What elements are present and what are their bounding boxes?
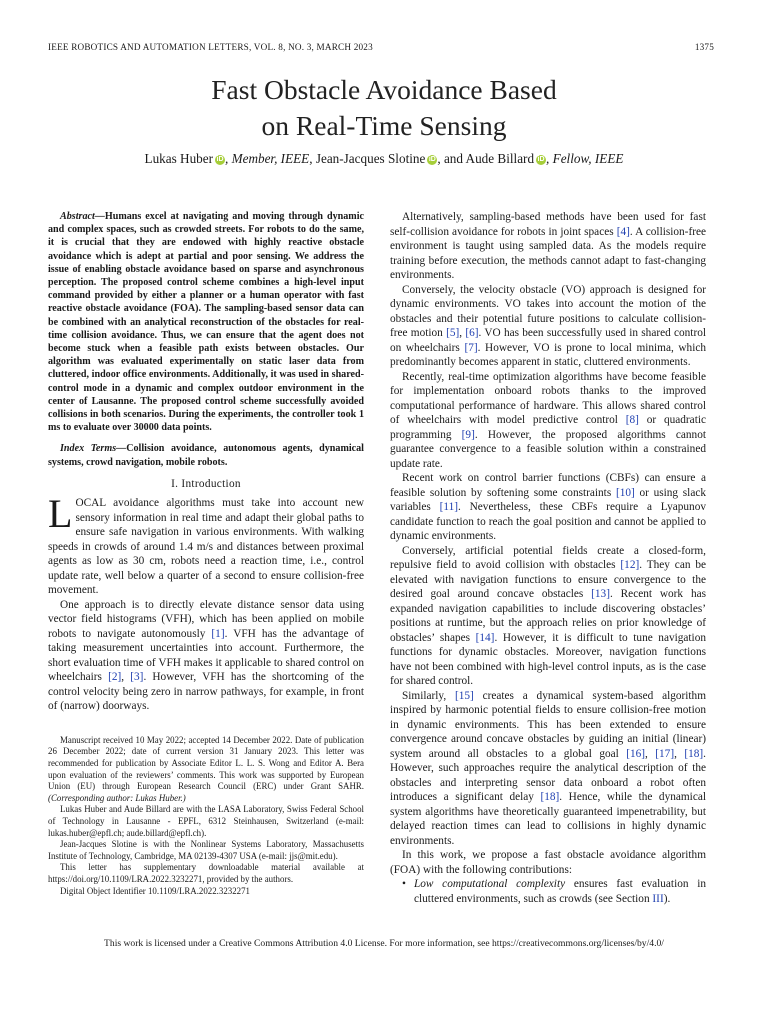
bullet-icon: • — [402, 878, 406, 890]
citation-link[interactable]: [3] — [130, 671, 144, 684]
page-number: 1375 — [694, 42, 714, 52]
author-name: Jean-Jacques Slotine — [315, 151, 426, 166]
author-separator: , — [309, 151, 316, 166]
body-paragraph — [390, 370, 706, 472]
citation-link[interactable]: [8] — [625, 414, 639, 426]
citation-link[interactable]: [14] — [475, 631, 495, 644]
section-heading-introduction: I. Introduction — [171, 477, 241, 490]
paragraph-text: ensures fast evaluation in cluttered environments, such as crowds (see Section — [414, 878, 707, 905]
contribution-bullet — [402, 877, 706, 906]
citation-link[interactable]: [13] — [591, 588, 610, 600]
paragraph-text: . However, it is difficult to tune navigation functions for dynamic obstacles. Moreover, navigation functions have not been combined with high-level control inputs, as is the case for shared control. — [390, 631, 706, 687]
paragraph-text: . However, VO is prone to local minima, which predominantly becomes apparent in static, cluttered environments. — [390, 341, 706, 368]
license-footer: This work is licensed under a Creative Commons Attribution 4.0 License. For more information, see https://creativecommons.org/licenses/by/4.0/ — [104, 938, 664, 949]
citation-link[interactable]: [7] — [464, 341, 478, 354]
citation-link[interactable]: [15] — [454, 689, 474, 702]
body-paragraph — [390, 544, 706, 689]
citation-link[interactable]: [17] — [655, 747, 675, 760]
paragraph-text: creates a dynamical system-based algorithm inspired by harmonic potential fields to ensure collision-free motion in dynamic environments. This has been extended to ensure convergence around concave obstacles by guiding an initial (linear) system around all obstacles to a global goal — [390, 689, 706, 760]
citation-link[interactable]: [6] — [465, 327, 479, 339]
paragraph-text: OCAL avoidance algorithms must take into account new sensory information in real time and adapt their global paths to ensure safe navigation in various environments. With walking speeds in crowds of around 1.4 m/s and distances between proximal agents as low as 30 cm, robots need a reaction time, i.e., control update rate, well below a quarter of a second to ensure collision-free movement. — [48, 497, 364, 597]
index-terms — [48, 442, 364, 468]
bullet-emphasis: Low computational complexity — [414, 878, 566, 890]
paragraph-text: , — [459, 327, 466, 339]
footnote-manuscript — [48, 735, 364, 805]
citation-link[interactable]: [9] — [461, 428, 475, 441]
running-header: IEEE ROBOTICS AND AUTOMATION LETTERS, VOL. 8, NO. 3, MARCH 2023 — [48, 42, 373, 52]
right-column — [390, 210, 706, 906]
paragraph-text: Conversely, the velocity obstacle (VO) approach is designed for dynamic environments. VO takes into account the motion of the obstacles and their potential future positions to calculate collision-free motion — [390, 283, 706, 339]
citation-link[interactable]: [10] — [615, 486, 635, 499]
abstract-text: Humans excel at navigating and moving through dynamic and complex spaces, such as crowded streets. For robots to do the same, it is crucial that they are endowed with highly reactive obstacle avoidance which is adept at partial and poor sensing. We address the issue of enabling obstacle avoidance based on sparse and asynchronous perception. The proposed control scheme combines a high-level input command provided by either a planner or a human operator with fast reactive obstacle avoidance (FOA). The sampling-based sensor data can be combined with an analytical reconstruction of the obstacles for real-time collision avoidance. Thus, we can ensure that the agent does not become stuck when a feasible path exists between obstacles. Our algorithm was evaluated experimentally on static laser data from cluttered, indoor office environments. Additionally, it was used in shared-control mode in a dynamic and complex outdoor environment in the center of Lausanne. The proposed control scheme successfully avoided collisions in both scenarios. During the experiments, the controller took 1 ms to evaluate over 30000 data points. — [48, 211, 364, 434]
paper-title-line-1: Fast Obstacle Avoidance Based — [211, 74, 557, 105]
orcid-icon[interactable]: iD — [216, 156, 224, 163]
paper-title-line-2: on Real-Time Sensing — [261, 110, 507, 141]
paragraph-text: . However, the proposed algorithms cannot guarantee convergence to a feasible solution within a constrained update rate. — [390, 428, 706, 470]
paragraph-text: . However, such approaches require the analytical description of the obstacles and interpreting sensor data onboard a robot often introduces a significant delay — [390, 747, 706, 803]
paragraph-text: Recent work on control barrier functions (CBFs) can ensure a feasible solution by softening some constraints — [390, 472, 706, 499]
footnote-affiliation-1: Lukas Huber and Aude Billard are with the LASA Laboratory, Swiss Federal School of Technology in Lausanne - EPFL, 6312 Steinhausen, Switzerland (e-mail: lukas.huber@epfl.ch; aude.billard@epfl.ch). — [48, 804, 364, 838]
author-membership: , Fellow, IEEE — [546, 151, 624, 166]
paragraph-text: . VO has been successfully used in shared control on wheelchairs — [390, 327, 706, 354]
paragraph-text: ). — [663, 892, 671, 905]
orcid-icon[interactable]: iD — [428, 156, 436, 163]
index-terms-text: Collision avoidance, autonomous agents, dynamical systems, crowd navigation, mobile robots. — [48, 443, 364, 468]
paragraph-text: . VFH has the advantage of taking measurement uncertainties into account. Furthermore, the short evaluation time of VFH makes it applicable to shared control on wheelchairs — [48, 627, 364, 684]
left-column — [48, 210, 364, 897]
paragraph-text: . Nevertheless, these CBFs require a Lyapunov candidate function to reach the goal position and cannot be applied to dynamic environments. — [390, 501, 706, 542]
footnote-affiliation-2: Jean-Jacques Slotine is with the Nonlinear Systems Laboratory, Massachusetts Institute of Technology, Cambridge, MA 02139-4307 USA (e-mail: jjs@mit.edu). — [48, 839, 364, 861]
citation-link[interactable]: [16] — [626, 747, 646, 760]
citation-link[interactable]: [18] — [540, 791, 560, 803]
paragraph-text: , — [674, 747, 685, 760]
paragraph-text: . Hence, while the dynamical system algorithms have theoretically guaranteed impenetrability, but delayed reaction times can lead to collisions in highly dynamic environments. — [390, 791, 706, 847]
paragraph-text: , — [645, 747, 656, 760]
citation-link[interactable]: [12] — [620, 559, 640, 571]
author-membership: , Member, IEEE — [225, 151, 310, 166]
paragraph-text: . However, VFH has the shortcoming of the control velocity being zero in narrow pathways, for example, in front of (narrow) doorways. — [48, 671, 364, 713]
citation-link[interactable]: [1] — [211, 627, 225, 640]
citation-link[interactable]: [5] — [446, 327, 460, 339]
body-paragraph — [390, 689, 706, 849]
corresponding-author: (Corresponding author: Lukas Huber.) — [48, 792, 186, 803]
body-paragraph — [390, 283, 706, 370]
body-paragraph: In this work, we propose a fast obstacle avoidance algorithm (FOA) with the following contributions: — [390, 849, 706, 876]
author-separator: , and — [437, 151, 466, 166]
section-link[interactable]: III — [652, 892, 664, 905]
abstract-label: Abstract— — [60, 211, 105, 222]
footnote-divider — [48, 730, 364, 731]
intro-paragraph-2 — [48, 598, 364, 714]
citation-link[interactable]: [4] — [616, 225, 630, 238]
footnote-text: Manuscript received 10 May 2022; accepted 14 December 2022. Date of publication 26 December 2022; date of current version 31 January 2023. This letter was recommended for publication by Associate Editor L. L. S. Wong and Editor A. Bera upon evaluation of the reviewers’ comments. This work was supported by European Union (EU) through European Research Council (ERC) under Grant SAHR. — [48, 734, 364, 792]
citation-link[interactable]: [18] — [684, 747, 704, 760]
paragraph-text: or quadratic programming — [390, 414, 706, 441]
paragraph-text: One approach is to directly elevate distance sensor data using vector field histograms (VFH), which has been applied on mobile robots to navigate autonomously — [48, 598, 364, 640]
abstract — [48, 210, 364, 434]
author-name: Lukas Huber — [144, 151, 214, 166]
paragraph-text: . They can be elevated with navigation functions to ensure convergence to the desired goal around concave obstacles — [390, 559, 706, 600]
body-paragraph — [390, 210, 706, 283]
index-terms-label: Index Terms— — [60, 443, 127, 455]
author-list — [0, 151, 768, 167]
intro-paragraph-1 — [48, 491, 364, 598]
paragraph-text: or using slack variables — [390, 486, 707, 513]
citation-link[interactable]: [11] — [439, 501, 458, 513]
paragraph-text: . A collision-free environment is taught using sampled data. As the models require training before execution, the methods cannot adapt to fast-changing environments. — [390, 225, 706, 281]
author-name: Aude Billard — [465, 151, 535, 166]
paragraph-text: Alternatively, sampling-based methods have been used for fast self-collision avoidance for robots in joint spaces — [390, 211, 706, 238]
paragraph-text: , — [121, 671, 131, 684]
drop-cap: L — [48, 491, 73, 537]
footnote-supplementary: This letter has supplementary downloadable material available at https://doi.org/10.1109/LRA.2022.3232271, provided by the authors. — [48, 862, 364, 884]
orcid-icon[interactable]: iD — [537, 156, 545, 163]
citation-link[interactable]: [2] — [108, 671, 122, 684]
paragraph-text: . Recent work has expanded navigation capabilities to include discovering obstacles’ positions at runtime, but the approach relies on prior knowledge of obstacles’ shapes — [390, 588, 706, 644]
paragraph-text: Conversely, artificial potential fields create a closed-form, repulsive field to avoid collision with obstacles — [390, 544, 706, 571]
footnote-doi: Digital Object Identifier 10.1109/LRA.2022.3232271 — [60, 885, 250, 896]
body-paragraph — [390, 471, 706, 544]
paragraph-text: Similarly, — [402, 689, 455, 702]
paragraph-text: Recently, real-time optimization algorithms have become feasible for implementation onboard robots thanks to the improved computational performance of hardware. This allows shared control of wheelchairs with model predictive control — [390, 370, 706, 426]
